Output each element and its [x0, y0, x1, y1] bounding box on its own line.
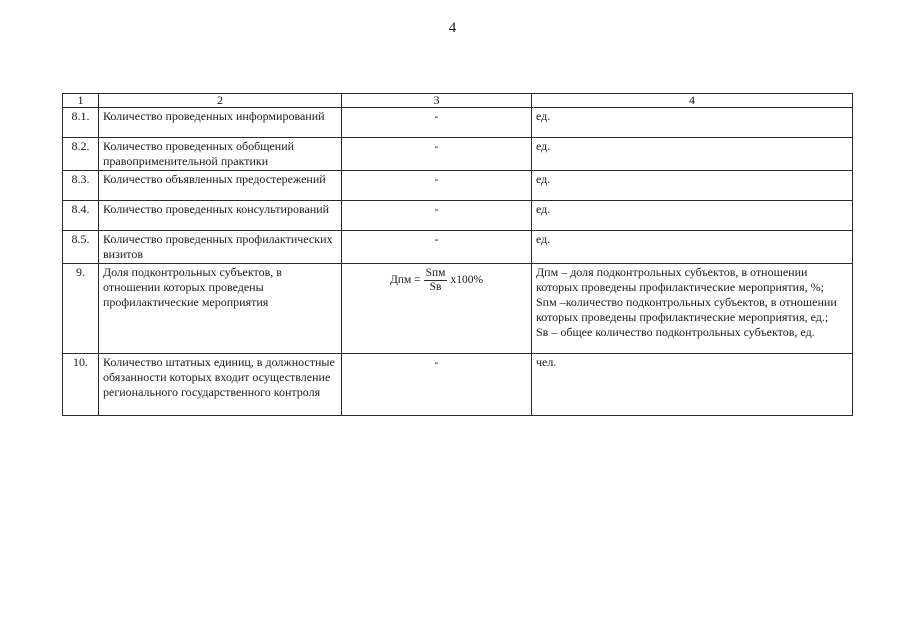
formula-cell: - — [342, 231, 532, 264]
row-number: 8.1. — [63, 108, 99, 138]
formula-cell: - — [342, 201, 532, 231]
table-header-row — [63, 94, 853, 108]
formula-lhs: Дпм = — [389, 274, 421, 286]
row-number: 8.3. — [63, 171, 99, 201]
formula-multiplier: х100% — [450, 274, 484, 286]
table-row — [63, 138, 853, 171]
indicators-table — [62, 93, 853, 416]
table-row — [63, 108, 853, 138]
formula-cell: - — [342, 138, 532, 171]
indicator-name: Доля подконтрольных субъектов, в отношении которых проведены профилактические мероприятия — [99, 264, 342, 354]
column-header: 1 — [63, 94, 99, 108]
unit-cell: чел. — [532, 354, 853, 416]
formula-description-line: Sпм –количество подконтрольных субъектов, в отношении которых проведены профилактические мероприятия, ед.; — [536, 295, 837, 324]
formula-numerator: Sпм — [425, 267, 446, 279]
formula-description-line: Sв – общее количество подконтрольных субъектов, ед. — [536, 325, 815, 339]
row-number: 8.2. — [63, 138, 99, 171]
indicator-name: Количество штатных единиц, в должностные обязанности которых входит осуществление регионального государственного контроля — [99, 354, 342, 416]
formula-fraction — [424, 267, 448, 294]
formula-cell: - — [342, 354, 532, 416]
indicator-name: Количество проведенных консультирований — [99, 201, 342, 231]
table-row — [63, 231, 853, 264]
table-row — [63, 201, 853, 231]
table-row — [63, 171, 853, 201]
unit-cell: ед. — [532, 108, 853, 138]
unit-cell: ед. — [532, 201, 853, 231]
formula-description-line: Дпм – доля подконтрольных субъектов, в отношении которых проведены профилактические мероприятия, %; — [536, 265, 824, 294]
formula-cell — [342, 264, 532, 354]
share-formula — [390, 267, 483, 294]
indicator-name: Количество проведенных профилактических визитов — [99, 231, 342, 264]
unit-cell: ед. — [532, 171, 853, 201]
unit-cell: ед. — [532, 138, 853, 171]
formula-cell: - — [342, 108, 532, 138]
column-header: 3 — [342, 94, 532, 108]
column-header: 4 — [532, 94, 853, 108]
row-number: 8.4. — [63, 201, 99, 231]
unit-cell: ед. — [532, 231, 853, 264]
indicator-name: Количество проведенных обобщений правоприменительной практики — [99, 138, 342, 171]
unit-cell — [532, 264, 853, 354]
formula-cell: - — [342, 171, 532, 201]
table-row — [63, 354, 853, 416]
page-number: 4 — [448, 20, 457, 36]
indicator-name: Количество проведенных информирований — [99, 108, 342, 138]
formula-denominator: Sв — [429, 281, 442, 293]
row-number: 8.5. — [63, 231, 99, 264]
indicator-name: Количество объявленных предостережений — [99, 171, 342, 201]
row-number: 10. — [63, 354, 99, 416]
table-row — [63, 264, 853, 354]
row-number: 9. — [63, 264, 99, 354]
column-header: 2 — [99, 94, 342, 108]
